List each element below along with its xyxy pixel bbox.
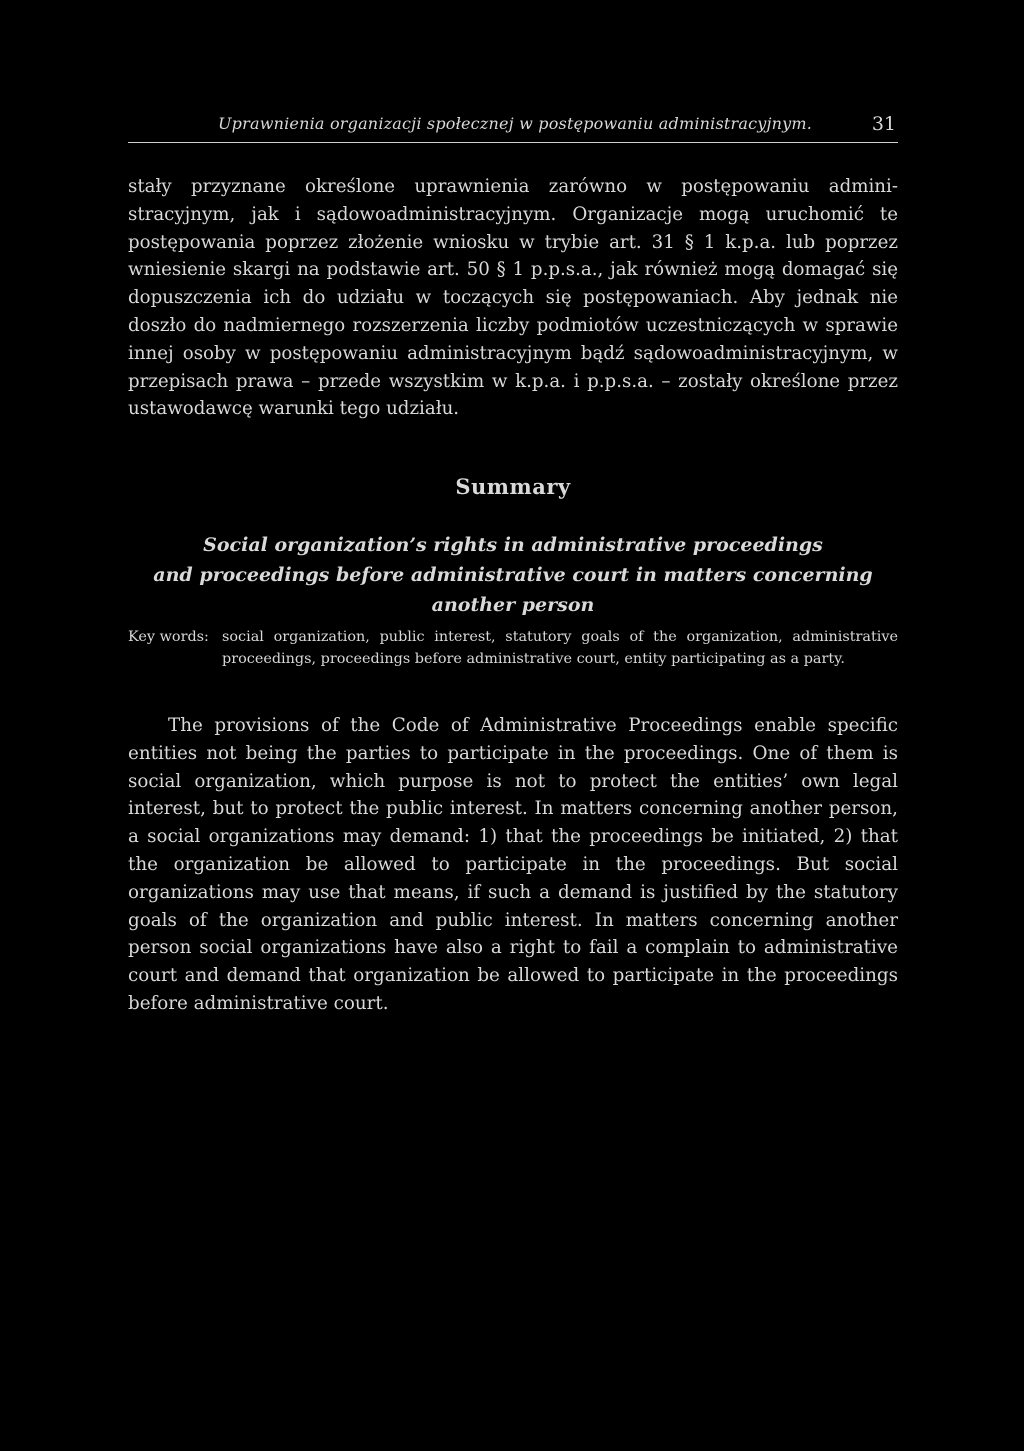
summary-title — [128, 530, 898, 620]
summary-heading: Summary — [455, 474, 571, 499]
running-header — [128, 114, 898, 143]
keywords-text: social organization, public interest, statutory goals of the organization, administrative proceedings, proceedings before administrative court, entity participating as a party. — [222, 629, 898, 667]
keywords-label: Key words: — [128, 629, 209, 645]
body-paragraph-polish: stały przyznane określone uprawnienia zarówno w postępowaniu administracyjnym, jak i sądowoadministracyjnym. Organizacje mogą uruchomić te postępowania poprzez złożenie wniosku w trybie art. 31 § 1 k.p.a. lub poprzez wniesienie skargi na podstawie art. 50 § 1 p.p.s.a., jak również mogą domagać się dopuszczenia ich do udziału w toczących się postępowaniach. Aby jednak nie doszło do nadmiernego rozszerzenia liczby podmiotów uczestniczących w sprawie innej osoby w postępowaniu administracyjnym bądź sądowoadministracyjnym, w przepisach prawa – przede wszystkim w k.p.a. i p.p.s.a. – zostały określone przez ustawodawcę warunki tego udziału. — [128, 176, 898, 420]
page-number: 31 — [871, 113, 896, 135]
summary-title-line: Social organization’s rights in administrative proceedings — [203, 534, 823, 556]
summary-title-line: another person — [431, 594, 595, 616]
summary-title-line: and proceedings before administrative court in matters concerning — [153, 564, 873, 586]
summary-body-paragraph: The provisions of the Code of Administrative Proceedings enable specific entities not being the parties to participate in the proceedings. One of them is social organization, which purpose is not to protect the entities’ own legal interest, but to protect the public interest. In matters concerning another person, a social organizations may demand: 1) that the proceedings be initiated, 2) that the organization be allowed to participate in the proceedings. But social organizations may use that means, if such a demand is justified by the statutory goals of the organization and public interest. In matters concerning another person social organizations have also a right to fail a complain to administrative court and demand that organization be allowed to participate in the proceedings before administrative court. — [128, 715, 898, 1014]
running-title: Uprawnienia organizacji społecznej w postępowaniu administracyjnym. — [218, 114, 813, 133]
